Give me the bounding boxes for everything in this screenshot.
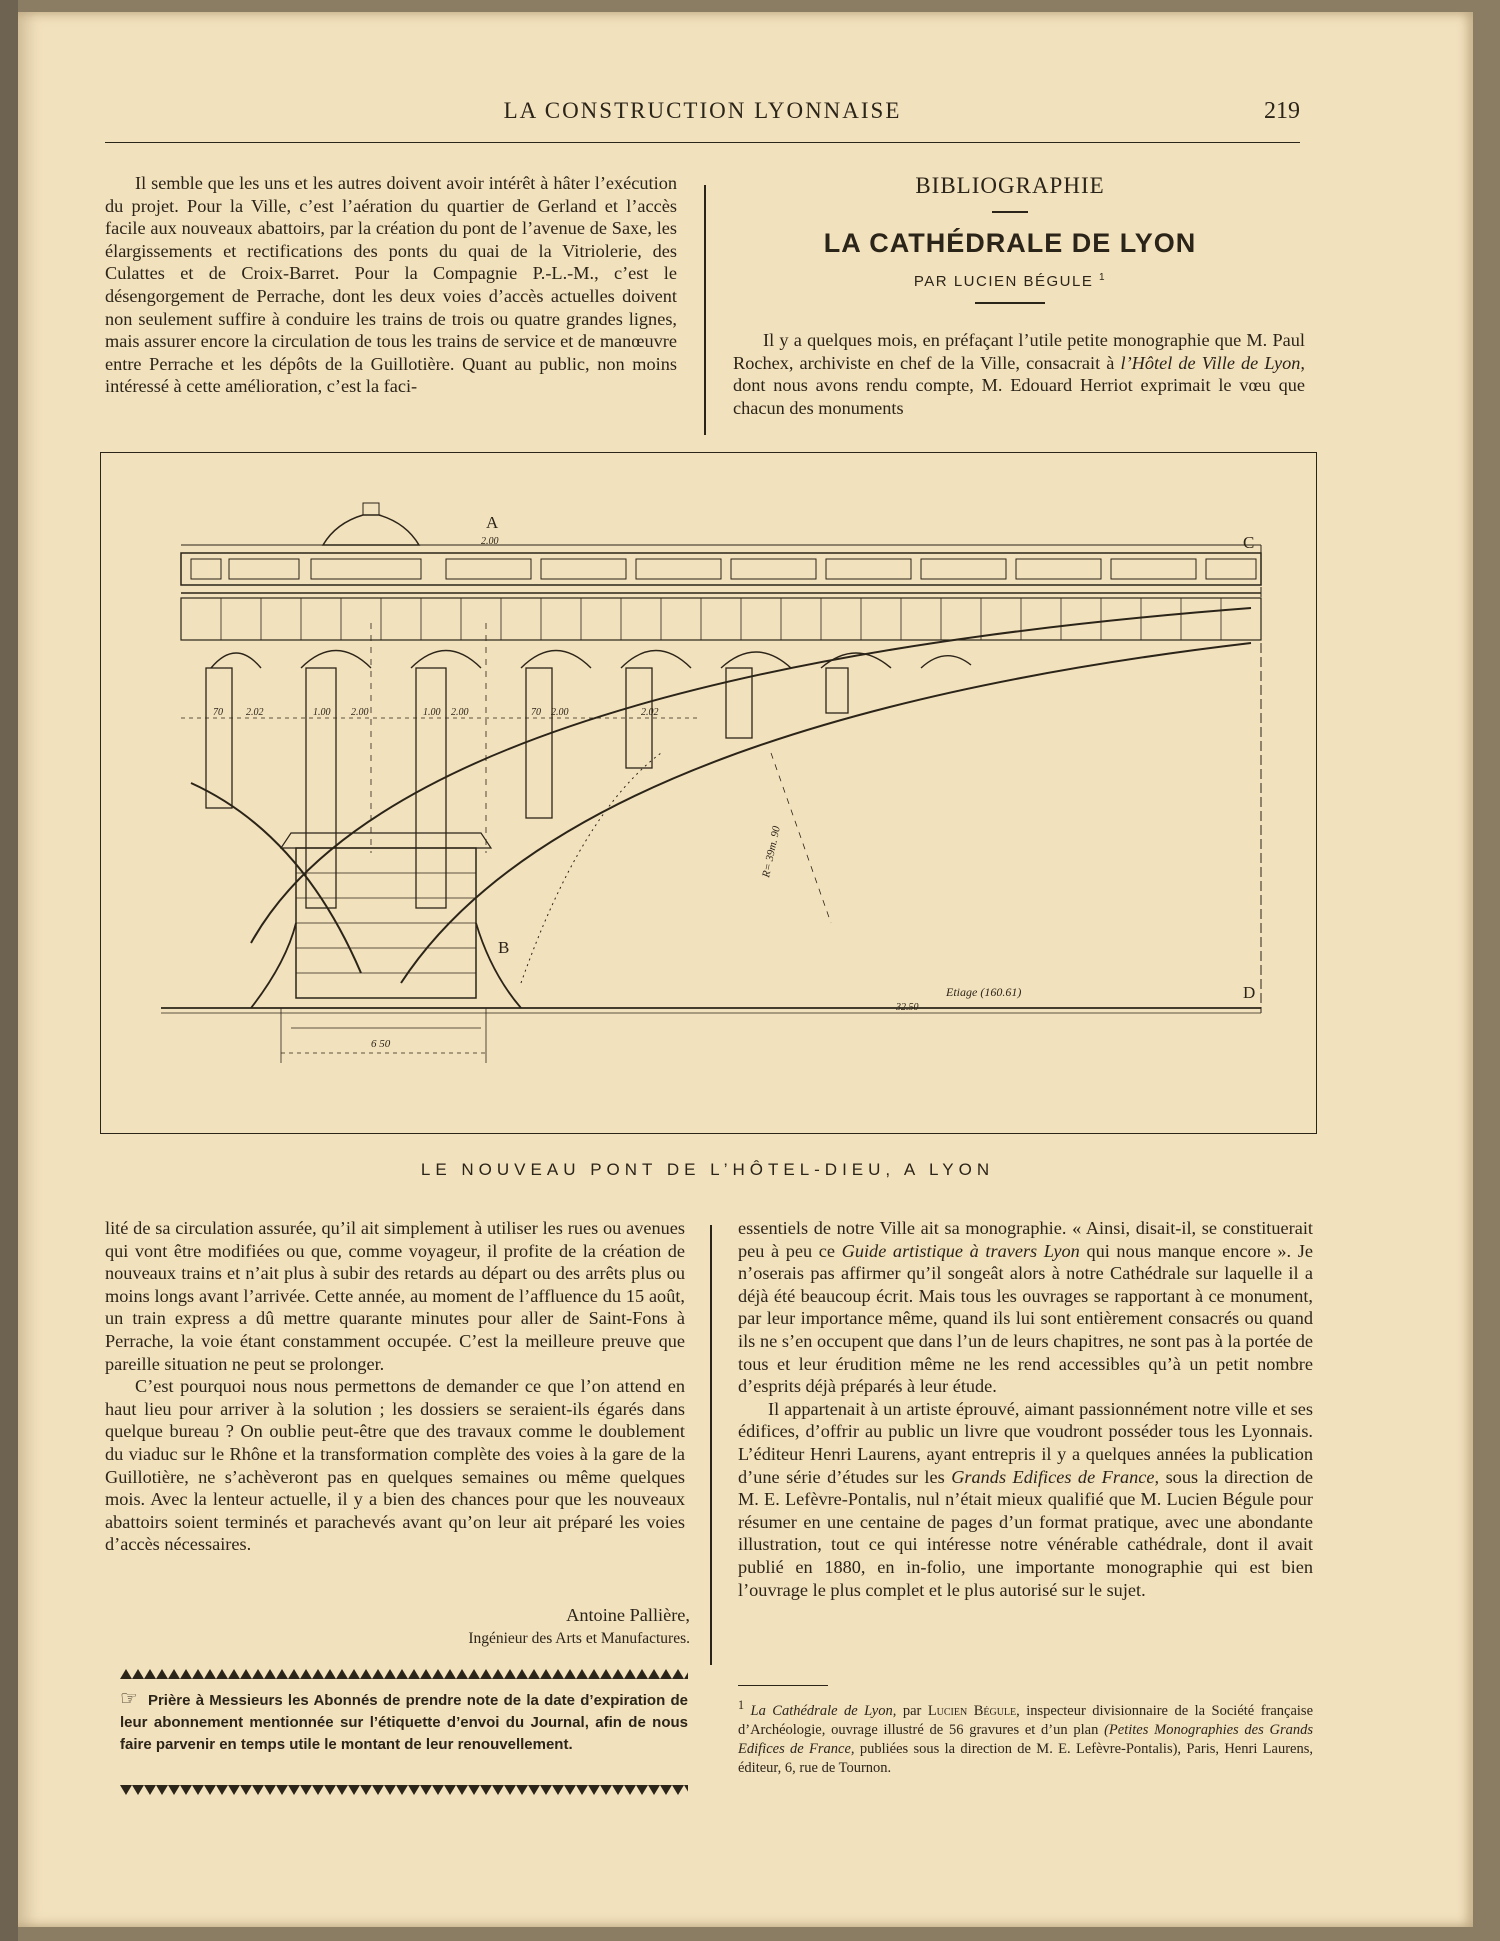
section-kicker: BIBLIOGRAPHIE: [915, 173, 1105, 198]
pier-right-curve: [476, 923, 521, 1008]
intro-end: dont nous avons rendu compte, M. Edouard Herriot exprimait le vœu que chacun des monuments: [733, 375, 1305, 418]
figure-caption: LE NOUVEAU PONT DE L’HÔTEL-DIEU, A LYON: [420, 1160, 995, 1179]
review-text: qui nous manque encore ». Je n’oserais pas affirmer qu’il songeât alors à notre Cathédrale sur laquelle il a déjà été beaucoup écrit. Mais tous les ouvrages se rapportant à ce monument, par leur importance même, quand ils lui sont entièrement consacrés ou quand ils ne s’en occupent que dans l’un de leurs chapitres, ne sont pas à la portée de tous et leur érudition même ne les rend accessibles qu’à un petit nombre d’esprits déjà préparés à leur étude.: [738, 1240, 1313, 1397]
bridge-drawing-frame: [100, 452, 1317, 1134]
column-rule-bottom: [710, 1225, 712, 1665]
dim-top-label: 2.00: [481, 536, 499, 547]
review-italic: Grands Edifices de France,: [951, 1466, 1160, 1487]
column-rule-top: [704, 185, 706, 435]
title-dash: [975, 302, 1045, 304]
footnote: [738, 1696, 1313, 1778]
spandrel-band: [181, 598, 1261, 640]
right-column-bottom: [738, 1217, 1313, 1601]
right-column-top: [733, 329, 1305, 419]
review-text: Il appartenait à un artiste éprouvé, aimant passionnément notre ville et ses édifices, d’offrir au public un livre que voudront posséder tous les Lyonnais. L’éditeur Henri Laurens, ayant entrepris il y a quelques années la publication d’une série d’études sur les: [738, 1398, 1313, 1487]
dim-span-2: 2.00: [351, 707, 369, 718]
intro-start: Il y a quelques mois, en préfaçant l’utile petite monographie que M. Paul Rochex, archiviste en chef de la Ville, consacrait à: [733, 330, 1305, 373]
footnote-title: La Cathédrale de Lyon,: [750, 1702, 897, 1719]
review-italic: Guide artistique à travers Lyon: [841, 1240, 1080, 1261]
radius-label: R= 39m. 90: [760, 824, 783, 879]
footnote-text: inspecteur divisionnaire de la Société française d’Archéologie, ouvrage illustré de 56 gravures et d’un plan: [738, 1702, 1314, 1738]
balustrade-panels: [191, 559, 1256, 579]
arch-voussoir-hint: [521, 753, 661, 983]
subscription-notice: [120, 1688, 688, 1756]
dim-pier-2: 1.00: [313, 707, 331, 718]
spandrel-blocks: [221, 598, 1221, 640]
review-paragraph: [738, 1217, 1313, 1398]
footnote-rule: [738, 1685, 828, 1686]
label-b: B: [498, 938, 510, 957]
signature-name: Antoine Pallière,: [566, 1605, 690, 1625]
notice-ornament-bottom: [120, 1785, 688, 1799]
article-paragraph: C’est pourquoi nous nous permettons de demander ce que l’on attend en haut lieu pour arriver à la solution ; les dossiers se seraient-ils égarés dans quelque bureau ? On oublie peut-être que des travaux comme le doublement du viaduc sur le Rhône et la transformation complète des voies à la gare de la Guillotière, ne s’achèveront pas en quelques semaines ou même quelques mois. Avec la lenteur actuelle, il y a bien des chances pour que les nouveaux abattoirs soient terminés et parachevés avant qu’on leur ait préparé les voies d’accès nécessaires.: [105, 1376, 685, 1555]
page-header: [105, 90, 1300, 143]
book-title: LA CATHÉDRALE DE LYON: [823, 228, 1197, 258]
dim-base-label: 6 50: [371, 1038, 391, 1050]
pier-courses: [296, 873, 476, 973]
footnote-number: 1: [738, 1698, 745, 1712]
dim-span-5: 2.02: [641, 707, 659, 718]
review-paragraph: [738, 1398, 1313, 1601]
dim-pier-3: 1.00: [423, 707, 441, 718]
footnote-by: par: [902, 1702, 922, 1719]
pier-left-curve: [251, 923, 296, 1008]
dim-span-4: 2.00: [551, 707, 569, 718]
running-title: LA CONSTRUCTION LYONNAISE: [503, 98, 902, 123]
review-intro: [733, 329, 1305, 419]
footnote-author: Lucien Bégule,: [927, 1702, 1020, 1719]
main-arch-intrados: [251, 608, 1251, 943]
footnote-text: publiées sous la direction de M. E. Lefèvre-Pontalis), Paris, Henri Laurens, éditeur, 6, rue de Tournon.: [738, 1740, 1313, 1776]
dim-pier-4: 70: [531, 707, 541, 718]
review-text: sous la direction de M. E. Lefèvre-Pontalis, nul n’était mieux qualifié que M. Lucien Bégule pour résumer en une centaine de pages d’un format pratique, avec une abondante illustration, tout ce qui intéresse notre vénérable cathédrale, dont il avait publié en 1880, en in-folio, une importante monographie qui est bien l’ouvrage le plus complet et le plus autorisé sur le sujet.: [738, 1466, 1313, 1600]
label-d: D: [1243, 983, 1256, 1002]
author-name: LUCIEN BÉGULE: [953, 273, 1094, 290]
page-number: 219: [1264, 98, 1300, 124]
left-column-bottom: [105, 1217, 685, 1556]
pier-cap: [281, 833, 491, 848]
left-column-top: [105, 172, 677, 398]
signature-role: Ingénieur des Arts et Manufactures.: [468, 1630, 690, 1647]
binding-edge: [0, 0, 18, 1941]
bridge-elevation-drawing: [101, 453, 1316, 1133]
arcade-arches: [211, 651, 971, 669]
etiage-label: Etiage (160.61): [946, 985, 1022, 999]
dim-span-3: 2.00: [451, 707, 469, 718]
kicker-dash: [992, 211, 1028, 213]
cartouche-finial: [363, 503, 379, 515]
article-paragraph: Il semble que les uns et les autres doivent avoir intérêt à hâter l’exécution du projet. Pour la Ville, c’est l’aération du quartier de Gerland et l’accès facile aux nouveaux abattoirs, par la création du pont de l’avenue de Saxe, les élargissements et rectifications des ponts du quai de la Vitriolerie, des Culattes et de Croix-Barret. Pour la Compagnie P.-L.-M., c’est le désengorgement de Perrache, dont les deux voies d’accès actuelles doivent non seulement suffire à conduire les trains de trois ou quatre grandes lignes, mais assurer encore la circulation de tous les trains de service et de manœuvre entre Perrache et les dépôts de la Guillotière. Quant au public, non moins intéressé à cette amélioration, c’est la faci-: [105, 173, 677, 397]
dim-pier-1: 70: [213, 707, 223, 718]
label-a: A: [486, 513, 499, 532]
book-author: [700, 272, 1320, 290]
dim-span-1: 2.02: [246, 707, 264, 718]
article-paragraph: lité de sa circulation assurée, qu’il ait simplement à utiliser les rues ou avenues qui vont être modifiées ou que, comme voyageur, il profite de la création de nouveaux trains et n’ait plus à subir des retards au départ ou des arrêts plus ou moins longs avant l’arrivée. Cette année, au moment de l’affluence du 15 août, un train express a dû mettre quarante minutes pour aller de Saint-Fons à Perrache, la voie étant constamment occupée. C’est la meilleure preuve que pareille situation ne peut se prolonger.: [105, 1218, 685, 1374]
footnote-series: (Petites Monographies des Grands Edifices de France,: [738, 1721, 1314, 1757]
footnote-marker: 1: [1099, 272, 1107, 283]
pointing-hand-icon: ☞: [120, 1688, 138, 1710]
intro-italic: l’Hôtel de Ville de Lyon,: [1120, 352, 1305, 373]
notice-text: Prière à Messieurs les Abonnés de prendre note de la date d’expiration de leur abonnement mentionnée sur l’étiquette d’envoi du Journal, afin de nous faire parvenir en temps utile le montant de leur renouvellement.: [120, 1692, 688, 1753]
dim-low-label: 32.50: [896, 1002, 919, 1013]
review-text: essentiels de notre Ville ait sa monographie. « Ainsi, disait-il, se constituerait peu à peu ce: [738, 1218, 1313, 1261]
notice-ornament-top: [120, 1665, 688, 1679]
cartouche-ornament: [323, 515, 419, 545]
label-c: C: [1243, 533, 1255, 552]
author-prefix: PAR: [913, 273, 949, 290]
